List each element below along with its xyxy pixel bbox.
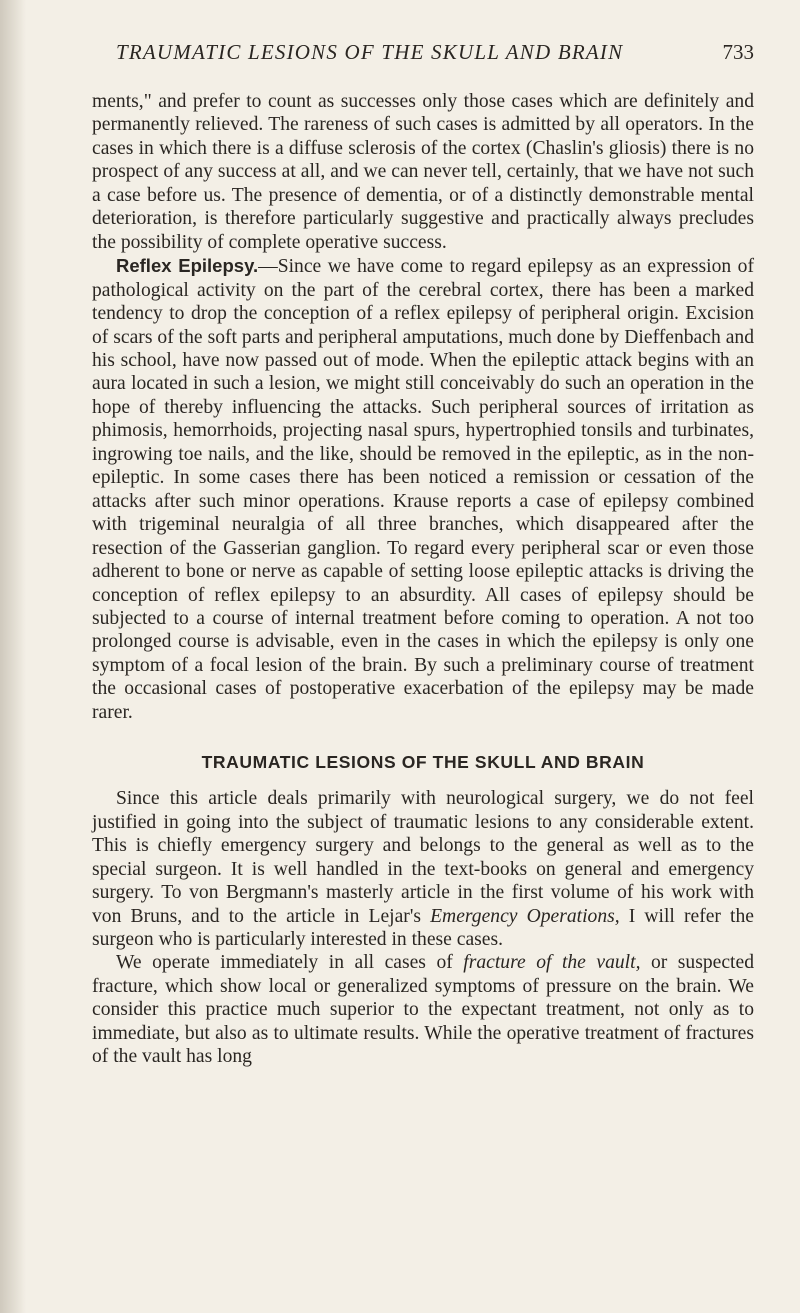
paragraph-fracture [92, 951, 754, 1068]
italic-title: Emergency Operations, [430, 905, 620, 927]
italic-term: fracture of the vault, [463, 952, 641, 974]
paragraph-intro [92, 787, 754, 951]
page-number: 733 [722, 40, 754, 64]
section-heading: TRAUMATIC LESIONS OF THE SKULL AND BRAIN [201, 752, 645, 773]
paragraph-text: —Since we have come to regard epilepsy as an expression of pathological activity on the part of the cerebral cortex, there has been a marked tendency to drop the conception of a reflex epilepsy of peripheral origin. Excision of scars of the soft parts and peripheral amputations, much done by Dieffenbach and his school, have now passed out of mode. When the epileptic attack begins with an aura located in such a lesion, we might still conceivably do such an operation in the hope of thereby influencing the attacks. Such peripheral sources of irritation as phimosis, hemorrhoids, projecting nasal spurs, hypertrophied tonsils and turbinates, ingrowing toe nails, and the like, should be removed in the epileptic, as in the non-epileptic. In some cases there has been noticed a remission or cessation of the attacks after such minor operations. Krause reports a case of epilepsy combined with trigeminal neuralgia of all three branches, which disappeared after the resection of the Gasserian ganglion. To regard every peripheral scar or even those adherent to bone or nerve as capable of setting loose epileptic attacks is driving the conception of reflex epilepsy to an absurdity. All cases of epilepsy should be subjected to a course of internal treatment before coming to operation. A not too prolonged course is advisable, even in the cases in which the epilepsy is only one symptom of a focal lesion of the brain. By such a preliminary course of treatment the occasional cases of postoperative exacerbation of the epilepsy may be made rarer. [92, 256, 754, 723]
paragraph-text: I will refer the surgeon who is particularly interested in these cases. [92, 905, 754, 950]
book-page [92, 40, 754, 1069]
page-gutter-shadow [0, 0, 26, 1313]
paragraph-reflex-epilepsy [92, 254, 754, 724]
paragraph-text: Since this article deals primarily with neurological surgery, we do not feel justified in going into the subject of traumatic lesions to any considerable extent. This is chiefly emergency surgery and belongs to the general as well as to the special surgeon. It is well handled in the text-books on general and emergency surgery. To von Bergmann's masterly article in the first volume of his work with von Bruns, and to the article in Lejar's [92, 788, 754, 927]
running-head-title: TRAUMATIC LESIONS OF THE SKULL AND BRAIN [116, 40, 624, 64]
running-head [92, 40, 754, 90]
paragraph-continuation: ments," and prefer to count as successes only those cases which are definitely and permanently relieved. The rareness of such cases is admitted by all operators. In the cases in which there is a diffuse sclerosis of the cortex (Chaslin's gliosis) there is no prospect of any success at all, and we can never tell, certainly, that we have not such a case before us. The presence of dementia, or of a distinctly demonstrable mental deterioration, is therefore particularly suggestive and practically always precludes the possibility of complete operative success. [92, 91, 754, 253]
paragraph-text: We operate immediately in all cases of [116, 952, 464, 974]
paragraph-text: or suspected fracture, which show local or generalized symptoms of pressure on the brain. We consider this practice much superior to the expectant treatment, not only as to immediate, but also as to ultimate results. While the operative treatment of fractures of the vault has long [92, 952, 754, 1068]
body-text [92, 90, 754, 1069]
run-in-heading: Reflex Epilepsy. [116, 255, 259, 277]
